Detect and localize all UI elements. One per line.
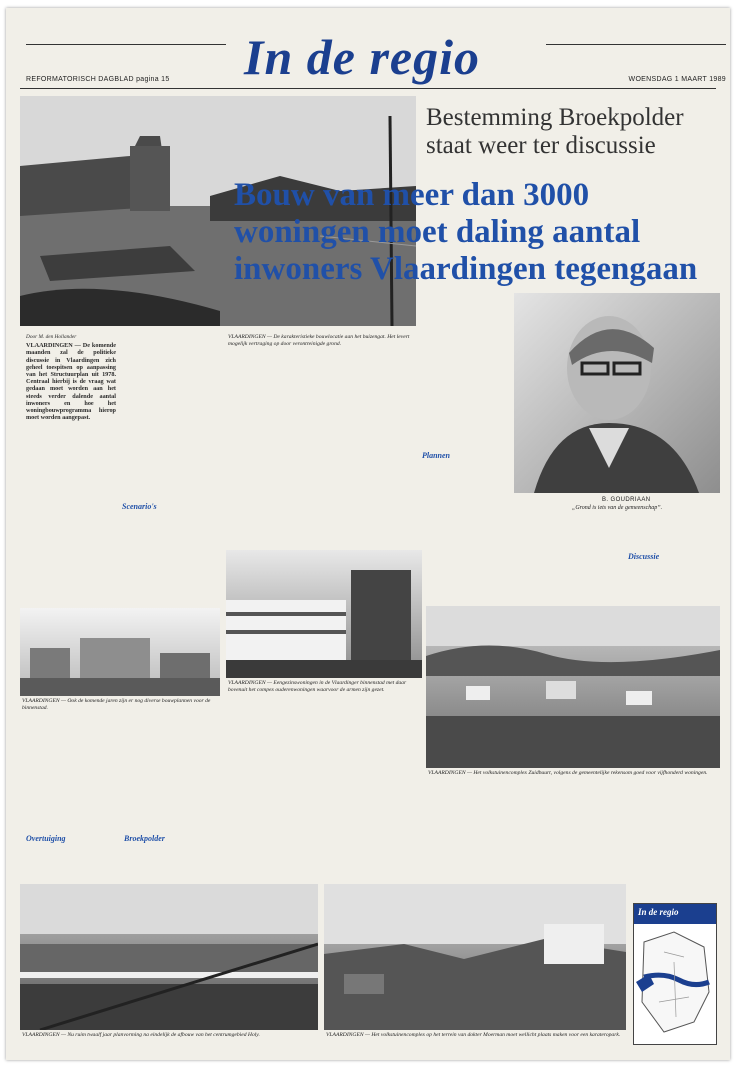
caption-flats-photo: VLAARDINGEN — Eengezinswoningen in de Vlaardinger binnenstad met daar bovenuit het compex ouderenwoningen waarvoor de armen zijn gezet. [228, 680, 407, 693]
flats-photo [226, 550, 422, 678]
masthead [26, 29, 726, 85]
byline: Door M. den Hollander [26, 334, 77, 340]
headline-line-1: Bouw van meer dan 3000 [234, 177, 590, 213]
masthead-rule-left [26, 44, 226, 45]
subhead-broekpolder: Broekpolder [124, 834, 165, 843]
article-column-lower-2 [124, 716, 220, 884]
moerman-terrain-image [324, 884, 626, 1030]
gardens-photo [426, 606, 720, 768]
section-title: In de regio [244, 29, 480, 85]
bottom-left-photo [20, 884, 318, 1030]
region-map-image [634, 922, 716, 1042]
portrait-name: B. GOUDRIAAN [602, 497, 651, 503]
regio-box-title: In de regio [634, 904, 716, 924]
article-lead: VLAARDINGEN — De komende maanden zal de politieke discussie in Vlaardingen zich geheel toespitsen op aanpassing van het Structuurplan uit 1978. Centraal hierbij is de vraag wat gedaan moet worden aan het steeds verder dalende aantal inwoners en hoe het woningbouwprogramma hierop moet worden aangepast. [26, 342, 116, 422]
gardens-image [426, 606, 720, 768]
caption-bottom-mid-photo: VLAARDINGEN — Het volkstuinencomplex op het terrein van dokter Moerman moet wellicht plaats maken voor een karateropark. [326, 1032, 621, 1038]
construction-image [20, 608, 220, 696]
article-column-lower-1 [26, 716, 120, 884]
article-column-discussie [628, 508, 720, 598]
article-column-2 [122, 334, 220, 606]
kicker-line-2: staat weer ter discussie [426, 132, 656, 159]
construction-photo [20, 608, 220, 696]
flats-image [226, 550, 422, 678]
portrait-photo [514, 293, 720, 493]
regio-box [633, 903, 717, 1045]
headline-line-2: woningen moet daling aantal [234, 214, 641, 250]
subhead-discussie: Discussie [628, 552, 660, 561]
holy-area-image [20, 884, 318, 1030]
top-rule [20, 88, 716, 89]
headline-line-3: inwoners Vlaardingen tegengaan [234, 251, 698, 287]
kicker-line-1: Bestemming Broekpolder [426, 104, 684, 131]
issue-date: WOENSDAG 1 MAART 1989 [628, 76, 726, 83]
subhead-plannen: Plannen [422, 451, 451, 460]
article-column-1 [26, 334, 116, 606]
subhead-overtuiging: Overtuiging [26, 834, 66, 843]
caption-gardens-photo: VLAARDINGEN — Het volkstuinencomplex Zuidbuurt, volgens de gemeentelijke rekensom goed voor vijfhonderd woningen. [428, 770, 708, 776]
newspaper-name: REFORMATORISCH DAGBLAD pagina 15 [26, 76, 170, 83]
masthead-rule-right [546, 44, 726, 45]
subhead-scenarios: Scenario's [122, 502, 157, 511]
caption-bottom-left-photo: VLAARDINGEN — Nu ruim twaalf jaar planvorming na eindelijk de afbouw van het centrumgebied Holy. [22, 1032, 260, 1038]
article-column-plannen [422, 448, 510, 606]
caption-main-photo: VLAARDINGEN — De karakteristieke bouwlocatie aan het buizengat. Het levert mogelijk vertraging op door verontreinigde grond. [228, 334, 410, 347]
caption-construction-photo: VLAARDINGEN — Ook de komende jaren zijn er nog diverse bouwplannen voor de binnenstad. [22, 698, 211, 711]
bottom-mid-photo [324, 884, 626, 1030]
newspaper-page [6, 8, 730, 1060]
portrait-quote: „Grond is iets van de gemeenschap”. [572, 505, 663, 511]
portrait-image [514, 293, 720, 493]
